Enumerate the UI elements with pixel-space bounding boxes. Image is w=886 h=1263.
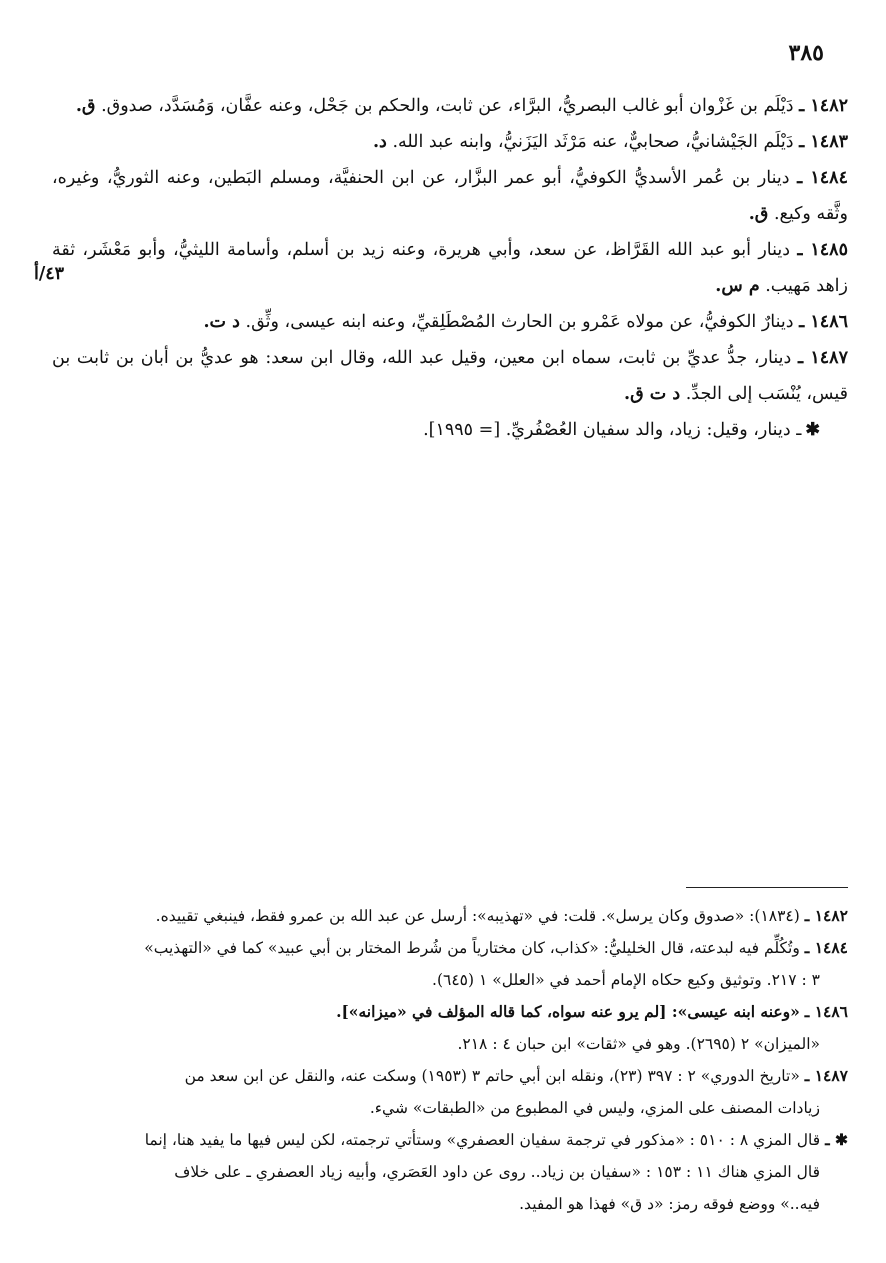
entry-symbol: د ت. <box>203 312 240 332</box>
entry-symbol: د ت ق. <box>624 384 681 404</box>
entry-number: ١٤٨٢ ـ <box>799 96 848 116</box>
footnote-1482 <box>52 900 848 932</box>
footnote-1487-cont <box>52 1092 848 1124</box>
entry-symbol: د. <box>372 132 387 152</box>
footnote-1487 <box>52 1060 848 1092</box>
entry-1485 <box>52 232 848 304</box>
footnote-line: وتُكُلِّم فيه لبدعته، قال الخليليُّ: «كذاب، كان مختارياً من شُرط المختار بن أبي عبيد» كما في «التهذيب» <box>144 939 800 957</box>
entry-text: دينارٌ الكوفيُّ، عن مولاه عَمْرو بن الحارث المُصْطَلِقيِّ، وعنه ابنه عيسى، وثِّق. <box>245 312 794 332</box>
footnote-line: زيادات المصنف على المزي، وليس في المطبوع من «الطبقات» شيء. <box>369 1099 820 1117</box>
footnote-1484 <box>52 932 848 964</box>
footnote-line: «تاريخ الدوري» ٢ : ٣٩٧ (٢٣)، ونقله ابن أبي حاتم ٣ (١٩٥٣) وسكت عنه، والنقل عن ابن سعد من <box>184 1067 800 1085</box>
entry-number: ١٤٨٣ ـ <box>799 132 848 152</box>
entry-number: ١٤٨٤ ـ <box>797 168 848 188</box>
footnote-1484-cont <box>52 964 848 996</box>
entry-1483 <box>52 124 848 160</box>
footnote-separator <box>686 887 848 888</box>
footnote-line: (١٨٣٤): «صدوق وكان يرسل». قلت: في «تهذيبه»: أرسل عن عبد الله بن عمرو فقط، فينبغي تقييده. <box>155 907 800 925</box>
footnote-number: ١٤٨٢ ـ <box>804 906 848 925</box>
footnote-star-cont <box>52 1156 848 1188</box>
footnote-star-cont-2 <box>52 1188 848 1220</box>
footnote-line: «الميزان» ٢ (٢٦٩٥). وهو في «ثقات» ابن حبان ٤ : ٢١٨. <box>457 1035 820 1053</box>
star-marker: ✱ <box>805 420 820 440</box>
entry-1487 <box>52 340 848 412</box>
main-text <box>52 88 848 448</box>
entry-text: دَيْلَم بن غَزْوان أبو غالب البصريُّ، البرَّاء، عن ثابت، والحكم بن جَحْل، وعنه عفَّان، وَمُسَدَّد، صدوق. <box>101 96 794 116</box>
entry-symbol: م س. <box>715 276 760 296</box>
footnote-line: قال المزي ٨ : ٥١٠ : «مذكور في ترجمة سفيان العصفري» وستأتي ترجمته، لكن ليس فيها ما يفيد هنا، إنما <box>144 1131 821 1149</box>
entry-text: دَيْلَم الجَيْشانيُّ، صحابيٌّ، عنه مَرْثَد اليَزَنيُّ، وابنه عبد الله. <box>392 132 794 152</box>
entry-text: دينار، جدُّ عديِّ بن ثابت، سماه ابن معين، وقيل عبد الله، وقال ابن سعد: هو عديُّ بن أبان بن ثابت بن قيس، يُنْسَب إلى الجدِّ. <box>52 348 848 404</box>
footnote-number: ١٤٨٧ ـ <box>804 1066 848 1085</box>
footnote-1486-cont <box>52 1028 848 1060</box>
entry-text: دينار أبو عبد الله القَرَّاظ، عن سعد، وأبي هريرة، وعنه زيد بن أسلم، وأسامة الليثيُّ، وأبو مَعْشَر، ثقة زاهد مَهيب. <box>52 240 848 296</box>
entry-number: ١٤٨٦ ـ <box>799 312 848 332</box>
entry-symbol: ق. <box>748 204 769 224</box>
entry-1482 <box>52 88 848 124</box>
footnote-line: ٣ : ٢١٧. وتوثيق وكيع حكاه الإمام أحمد في «العلل» ١ (٦٤٥). <box>432 971 820 989</box>
page-number: ٣٨٥ <box>788 40 824 66</box>
entry-1484 <box>52 160 848 232</box>
footnote-line: «وعنه ابنه عيسى»: [لم يرو عنه سواه، كما قاله المؤلف في «ميزانه»]. <box>336 1002 800 1021</box>
footnote-number: ✱ ـ <box>825 1130 848 1149</box>
entry-text: دينار بن عُمر الأسديُّ الكوفيُّ، أبو عمر البزَّار، عن ابن الحنفيَّة، ومسلم البَطين، وعنه الثوريُّ، وغيره، وثَّقه وكيع. <box>52 168 848 224</box>
footnote-star <box>52 1124 848 1156</box>
entry-number: ١٤٨٧ ـ <box>798 348 848 368</box>
manuscript-margin-note: ٤٣/أ <box>34 264 65 284</box>
footnote-line: فيه..» ووضع فوقه رمز: «د ق» فهذا هو المفيد. <box>519 1195 820 1213</box>
footnotes <box>52 900 848 1220</box>
entry-1486 <box>52 304 848 340</box>
footnote-line: قال المزي هناك ١١ : ١٥٣ : «سفيان بن زياد.. روى عن داود العَصَري، وأبيه زياد العصفري ـ على خلاف <box>174 1163 820 1181</box>
entry-symbol: ق. <box>75 96 96 116</box>
footnote-number: ١٤٨٤ ـ <box>804 938 848 957</box>
entry-number: ١٤٨٥ ـ <box>797 240 848 260</box>
footnote-number: ١٤٨٦ ـ <box>804 1002 848 1021</box>
footnote-1486 <box>52 996 848 1028</box>
star-entry <box>52 412 848 448</box>
star-entry-text: ـ دينار، وقيل: زياد، والد سفيان العُصْفُريِّ. [= ١٩٩٥]. <box>423 420 802 440</box>
